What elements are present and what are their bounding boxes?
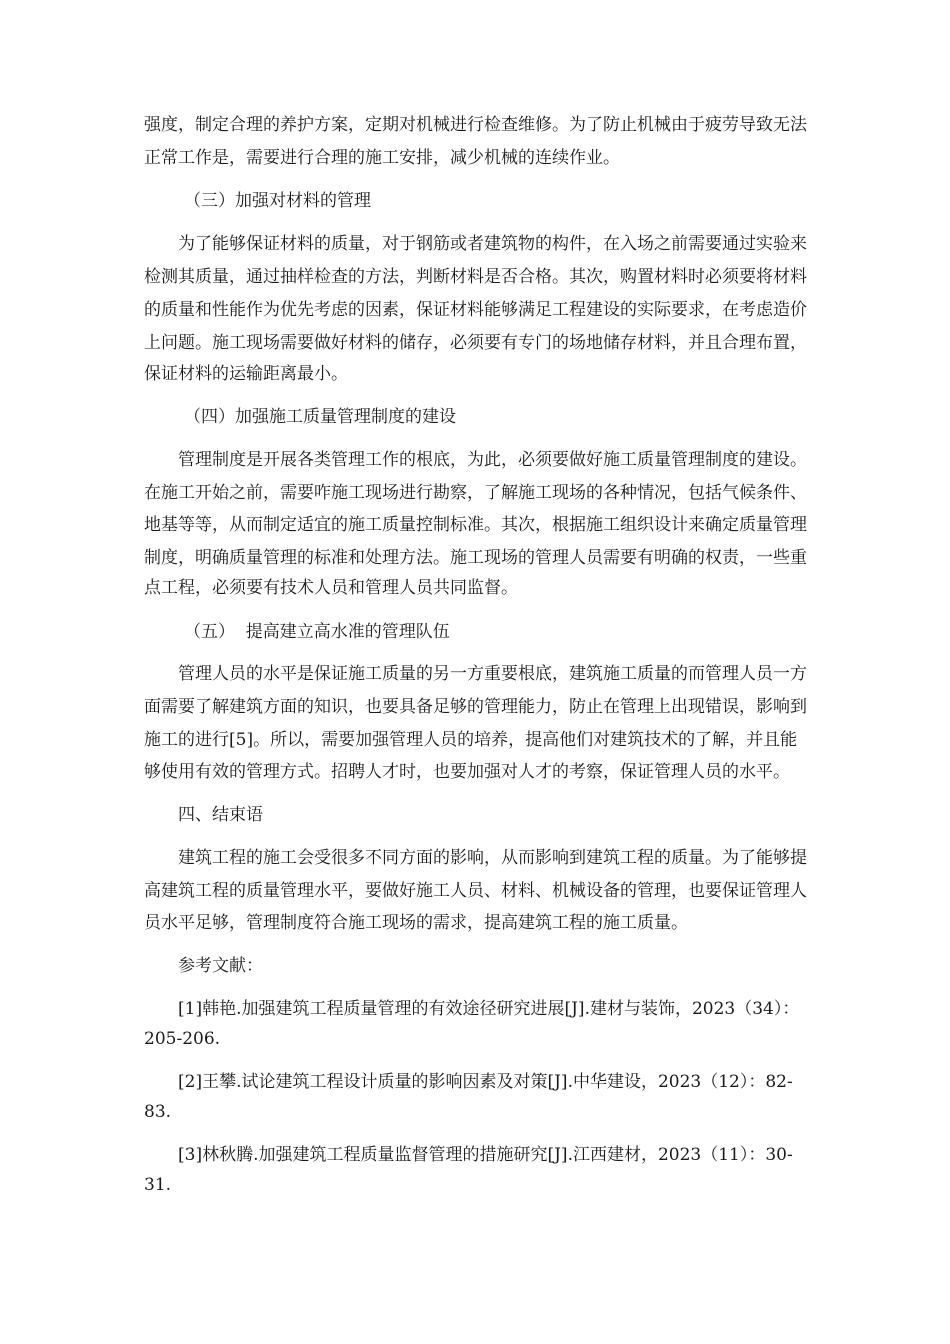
paragraph-line: 的质量和性能作为优先考虑的因素，保证材料能够满足工程建设的实际要求，在考虑造价 [144, 300, 807, 320]
reference-item: [3]林秋腾.加强建筑工程质量监督管理的措施研究[J].江西建材，2023（11）：30- [178, 1145, 793, 1165]
paragraph-line: 点工程，必须要有技术人员和管理人员共同监督。 [144, 578, 518, 598]
reference-item: [2]王攀.试论建筑工程设计质量的影响因素及对策[J].中华建设，2023（12）：82- [178, 1072, 793, 1092]
paragraph-line: 在施工开始之前，需要咋施工现场进行勘察，了解施工现场的各种情况，包括气候条件、 [144, 483, 807, 503]
paragraph-line: 够使用有效的管理方式。招聘人才时，也要加强对人才的考察，保证管理人员的水平。 [144, 762, 790, 782]
reference-item: [1]韩艳.加强建筑工程质量管理的有效途径研究进展[J].建材与装饰，2023（34）： [178, 999, 800, 1019]
paragraph-line: 为了能够保证材料的质量，对于钢筋或者建筑物的构件，在入场之前需要通过实验来 [178, 234, 807, 254]
paragraph-line: 正常工作是，需要进行合理的施工安排，减少机械的连续作业。 [144, 148, 620, 168]
paragraph-line: 施工的进行[5]。所以，需要加强管理人员的培养，提高他们对建筑技术的了解，并且能 [144, 730, 798, 750]
paragraph-line: 面需要了解建筑方面的知识，也要具备足够的管理能力，防止在管理上出现错误，影响到 [144, 697, 807, 717]
paragraph-line: 建筑工程的施工会受很多不同方面的影响，从而影响到建筑工程的质量。为了能够提 [178, 848, 807, 868]
paragraph-line: 管理人员的水平是保证施工质量的另一方重要根底，建筑施工质量的而管理人员一方 [178, 664, 807, 684]
references-heading: 参考文献： [178, 956, 263, 976]
paragraph-line: 员水平足够，管理制度符合施工现场的需求，提高建筑工程的施工质量。 [144, 913, 688, 933]
section-heading: （四）加强施工质量管理制度的建设 [184, 407, 456, 427]
paragraph-line: 检测其质量，通过抽样检查的方法，判断材料是否合格。其次，购置材料时必须要将材料 [144, 267, 807, 287]
reference-item-continuation: 31. [144, 1175, 172, 1195]
section-heading: （三）加强对材料的管理 [184, 191, 371, 211]
paragraph-line: 高建筑工程的质量管理水平，要做好施工人员、材料、机械设备的管理，也要保证管理人 [144, 881, 807, 901]
paragraph-line: 制度，明确质量管理的标准和处理方法。施工现场的管理人员需要有明确的权责，一些重 [144, 548, 807, 568]
reference-item-continuation: 205-206. [144, 1029, 221, 1049]
section-heading: （五） 提高建立高水准的管理队伍 [184, 622, 450, 642]
paragraph-line: 管理制度是开展各类管理工作的根底，为此，必须要做好施工质量管理制度的建设。 [178, 450, 807, 470]
reference-item-continuation: 83. [144, 1102, 172, 1122]
paragraph-line: 强度，制定合理的养护方案，定期对机械进行检查维修。为了防止机械由于疲劳导致无法 [144, 115, 807, 135]
paragraph-line: 保证材料的运输距离最小。 [144, 364, 348, 384]
paragraph-line: 地基等等，从而制定适宜的施工质量控制标准。其次，根据施工组织设计来确定质量管理 [144, 515, 807, 535]
section-heading: 四、结束语 [178, 805, 263, 825]
paragraph-line: 上问题。施工现场需要做好材料的储存，必须要有专门的场地储存材料，并且合理布置， [144, 333, 807, 353]
